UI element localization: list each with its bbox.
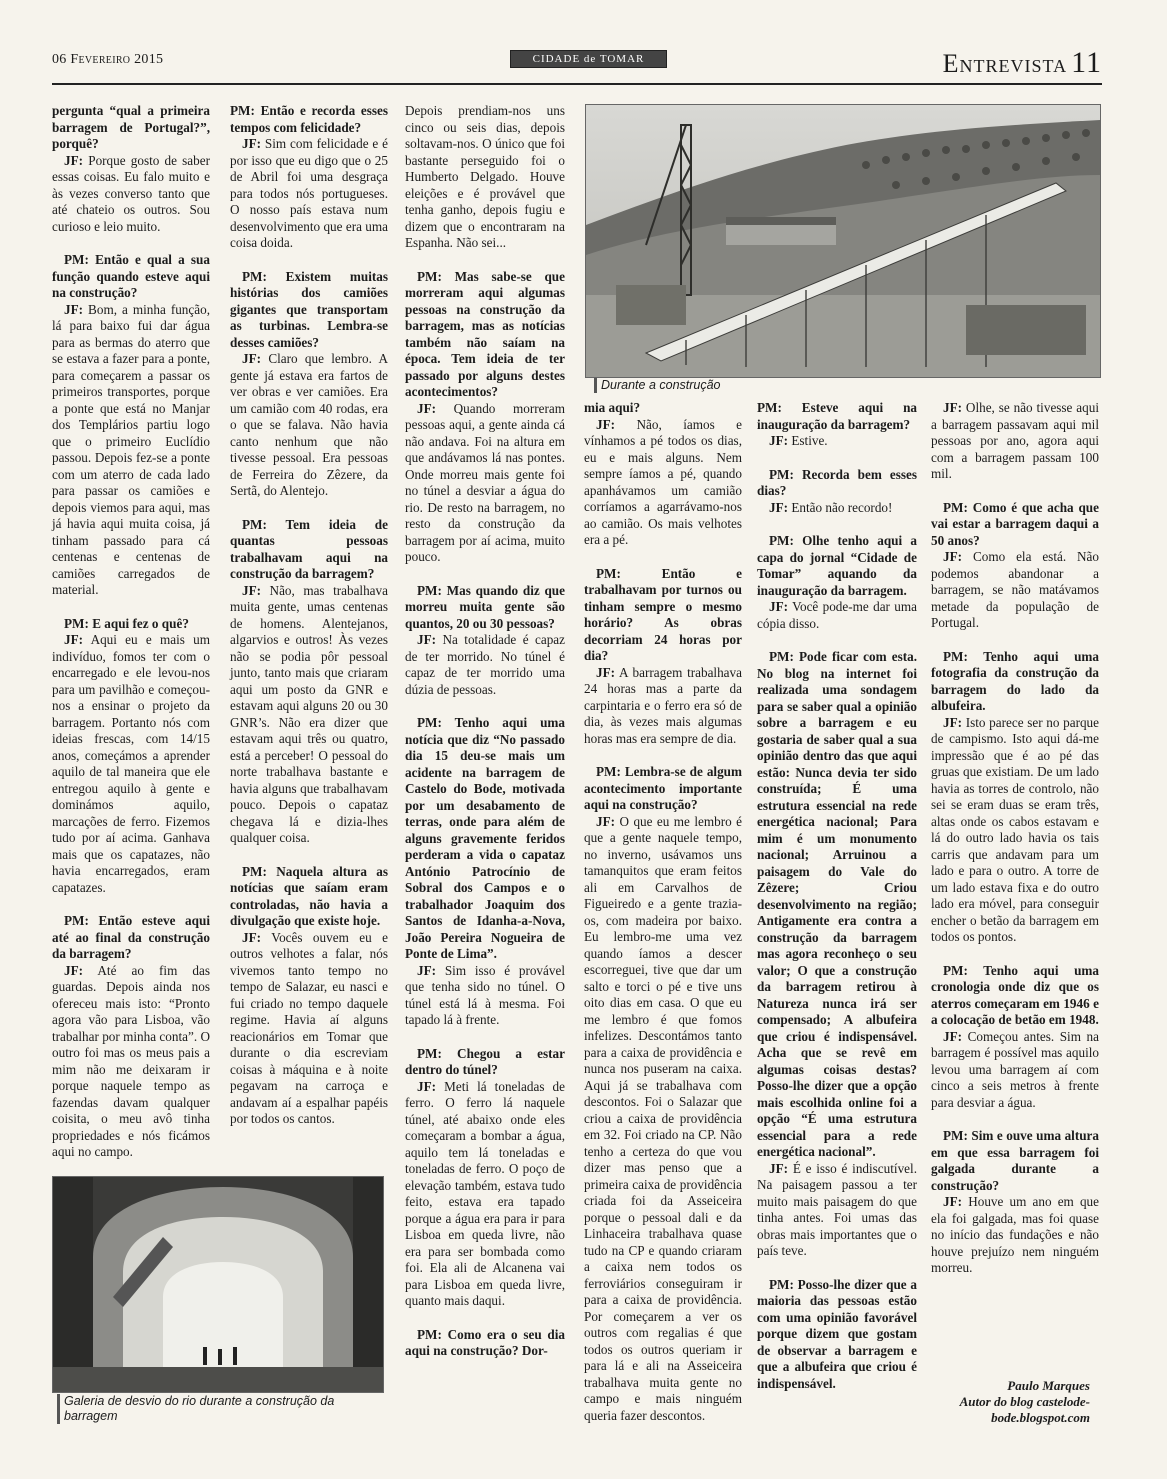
interviewee-answer [230,930,388,1128]
answer-text: Aqui eu e mais um indivíduo, fomos ter com o encarregado e ele levou-nos para um pavilhão e começou-nos a ensinar o projeto da barragem. Portanto nós com ideias frescas, com 14/15 anos, começámos a aprender aquilo de tal maneira que ele entregou aquilo à gente e dominámos aquilo, marcações de ferro. Fizemos tudo por aí acima. Ganhava mais que os capatazes, não havia encarregados, eram capatazes. [52,632,210,895]
answer-text: Houve um ano em que ela foi galgada, mas foi quase no início das fundações e não houve prejuízo nem ninguém morreu. [931,1194,1099,1275]
speaker-label: JF: [417,632,437,647]
answer-text: Não, íamos e vínhamos a pé todos os dias, eu e mais alguns. Nem sempre íamos a pé, quando apanhávamos um camião corríamos a agarrávamo-nos ao camião. Os mais velhotes era a pé. [584,416,742,547]
column-6 [931,400,1099,1277]
speaker-label: JF: [417,1078,437,1094]
page-number: 11 [1071,46,1102,79]
answer-text: Bom, a minha função, lá para baixo fui dar água para as bermas do aterro que se estava a fazer para a ponte, para começarem a passar os primeiros transportes, porque a ponte que está no Manjar dos Templários partiu logo que o primeiro Euclídio passou. Depois fez-se a ponte com um aterro de cada lado para passar os camiões e depois viemos para aqui, mas já havia aqui muita coisa, já tinham passado para cá centenas e centenas de camiões carregados de material. [52,301,210,597]
construction-photo [585,104,1101,378]
author-blog-line-2: bode.blogspot.com [991,1410,1090,1425]
interviewee-answer [757,1161,917,1260]
interviewer-question: mia aqui? [584,400,641,415]
tunnel-photo [52,1176,384,1393]
answer-text: Meti lá toneladas de ferro. O ferro lá naquele túnel, até abaixo onde eles começaram a bombar a água, aquilo tem lá toneladas e toneladas de ferro. O poço de elevação também, estava tudo feito, estava era tapado porque a água era para ir para Lisboa em queda livre, não era para ser bombada como foi. Ela ali de Alcanena vai para Lisboa em queda livre, quanto mais daqui. [405,1078,565,1308]
speaker-label: JF: [242,351,262,366]
speaker-label: JF: [943,714,963,730]
answer-text: Estive. [788,433,828,448]
speaker-label: JF: [242,136,262,151]
interviewee-answer [405,401,565,566]
interviewee-answer [757,599,917,632]
speaker-label: JF: [417,400,437,416]
answer-text: Sim isso é provável que tenha sido no túnel. O túnel está lá à mesma. Foi tapado lá à frente. [405,962,565,1027]
header-rule [52,83,1102,85]
speaker-label: JF: [64,152,84,168]
interviewer-question: PM: Então esteve aqui até ao final da construção da barragem? [52,913,210,961]
interviewer-question: pergunta “qual a primeira barragem de Portugal?”, porquê? [52,103,210,151]
author-blog-line-1: Autor do blog castelode- [959,1394,1090,1409]
interviewee-answer [931,715,1099,946]
answer-text: Não, mas trabalhava muita gente, umas centenas de homens. Alentejanos, algarvios e outros! Às vezes não se podia pôr pessoal junto, tanto mais que criaram aqui um posto da GNR e estavam aqui alguns 20 ou 30 GNR’s. Não era dizer que estavam aqui três ou quatro, está a perceber! O pessoal do norte trabalhava bastante e havia alguns que trabalhavam pouco. Depois o capataz chegava lá e dizia-lhes qualquer coisa. [230,582,388,845]
column-2 [230,103,388,1128]
newspaper-masthead: CIDADE de TOMAR [510,50,667,68]
author-signature [920,1378,1090,1426]
interviewee-answer [405,632,565,698]
interviewer-question: PM: Como era o seu dia aqui na construção? Dor- [405,1326,565,1358]
answer-text: É e isso é indiscutível. Na paisagem passou a ter muito mais paisagem do que tinha antes. Foi umas das obras mais importantes que o país teve. [757,1160,917,1258]
interviewer-question: PM: Tenho aqui uma fotografia da construção da barragem do lado da albufeira. [931,648,1099,713]
column-3 [405,103,565,1360]
speaker-label: JF: [64,962,84,978]
answer-continuation: Depois prendiam-nos uns cinco ou seis dias, depois soltavam-nos. O único que foi bastante perseguido foi o Humberto Delgado. Houve eleições e é provável que tenha ganho, depois fugiu e dizem que o encontraram na Espanha. Não sei... [405,103,565,250]
interviewer-question: PM: Então e recorda esses tempos com felicidade? [230,103,388,135]
interviewee-answer [931,549,1099,632]
speaker-label: JF: [943,1028,963,1044]
answer-text: Claro que lembro. A gente já estava era fartos de ver obras e ver camiões. Era um camião com 40 rodas, era o que se falava. Não havia canto nenhum que não tivesse pessoal. Era pessoas de Ferreira do Zêzere, da Sertã, do Alentejo. [230,351,388,498]
interviewer-question: PM: Mas sabe-se que morreram aqui algumas pessoas na construção da barragem, mas as notícias também não saíam na época. Tem ideia de ter passado por alguns destes acontecimentos? [405,268,565,399]
interviewee-answer [405,1079,565,1310]
answer-text: Você pode-me dar uma cópia disso. [757,599,917,631]
interviewee-answer [584,814,742,1425]
interviewee-answer [52,632,210,896]
answer-text: O que eu me lembro é que a gente naquele tempo, no inverno, usávamos uns tamanquitos que eram feitos ali em Carvalhos de Figueiredo e a gente trazia-os, com madeira por baixo. Eu lembro-me uma vez quando íamos a descer escorreguei, tive que dar um salto e torci o pé e tive uns oito dias em casa. O que eu me lembro é que fomos infelizes. Descontámos tanto para a caixa de providência e nunca nos puseram na caixa. Aqui já se trabalhava com descontos. Foi o Salazar que criou a caixa de providência em 32. Foi criado na CP. Não tenho a certeza do que vou dizer mas penso que a primeira caixa de providência criada foi da Asseiceira porque o pessoal dali e da Linhaceira trabalhava quase tudo na CP e quando criaram a caixa nem todos os ferroviários conseguiram ir para a caixa de providência. Por começarem a ver os outros com regalias é que todos os outros queriam ir para lá e ali na Asseiceira trabalhava muita gente no campo e mais ninguém queria fazer descontos. [584,813,742,1423]
interviewer-question: PM: Pode ficar com esta. No blog na internet foi realizada uma sondagem para se saber qual a opinião sobre a barragem e eu gostaria de saber qual a sua opinião dentro das que aqui estão: Nunca devia ter sido construída; É uma estrutura essencial na rede energética nacional; Para mim é um monumento nacional; Arruinou a paisagem do Vale do Zêzere; Criou desenvolvimento na região; Antigamente era contra a construção da barragem mas agora reconheço o seu valor; O que a construção da barragem retirou à Natureza nunca irá ser compensado; A albufeira que criou é indispensável. Acha que se revê em algumas coisas destas? Posso-lhe dizer que a opção mais escolhida online foi a opção “É uma estrutura essencial para a rede energética nacional”. [757,649,917,1159]
speaker-label: JF: [769,599,789,614]
tunnel-photo-caption: Galeria de desvio do rio durante a construção da barragem [57,1394,364,1424]
interviewer-question: PM: Posso-lhe dizer que a maioria das pessoas estão com uma opinião favorável porque dizem que gostam de observar a barragem e que a albufeira que criou é indispensável. [757,1276,917,1391]
answer-text: Olhe, se não tivesse aqui a barragem passavam aqui mil pessoas por ano, agora aqui com a barragem passam 100 mil. [931,400,1099,481]
interviewer-question: PM: Como é que acha que vai estar a barragem daqui a 50 anos? [931,499,1099,548]
interviewer-question: PM: Mas quando diz que morreu muita gente são quantos, 20 ou 30 pessoas? [405,582,565,631]
issue-date: 06 Fevereiro 2015 [52,52,164,67]
interviewer-question: PM: Sim e ouve uma altura em que essa barragem foi galgada durante a construção? [931,1128,1099,1193]
answer-text: Começou antes. Sim na barragem é possível mas aquilo levou uma barragem aí com cinco a seis metros à frente para desviar a água. [931,1028,1099,1110]
answer-text: Até ao fim das guardas. Depois ainda nos ofereceu mais isto: “Pronto agora vão para Lisboa, vão trabalhar por minha conta”. O outro foi mas os meus pais a mim não me deixaram ir porque naquele tempo as fazendas davam qualquer coisita, o meu avô tinha propriedades e nós ficámos aqui no campo. [52,962,210,1159]
page-header [52,46,1102,84]
interviewer-question: PM: Tenho aqui uma cronologia onde diz que os aterros começaram em 1946 e a colocação de betão em 1948. [931,962,1099,1027]
interviewer-question: PM: Olhe tenho aqui a capa do jornal “Cidade de Tomar” aquando da inauguração da barragem. [757,533,917,598]
interviewee-answer [931,400,1099,483]
answer-text: Vocês ouvem eu e outros velhotes a falar, nós vivemos tanto tempo no tempo de Salazar, eu nasci e fui criado no tempo daquele regime. Havia aí alguns reacionários em Tomar que durante o dia escreviam coisas à máquina e à noite pegavam na carroça e andavam aí a espalhar papéis por todos os cantos. [230,929,388,1126]
speaker-label: JF: [64,301,84,317]
speaker-label: JF: [943,549,963,564]
speaker-label: JF: [596,664,616,680]
answer-text: Sim com felicidade e é por isso que eu digo que o 25 de Abril foi uma desgraça para todos nós portugueses. O nosso país estava num desenvolvimento que era uma coisa doida. [230,136,388,250]
interviewer-question: PM: Tenho aqui uma notícia que diz “No passado dia 15 deu-se mais um acidente na barragem de Castelo do Bode, motivada por um desabamento de terras, onde para além de alguns gravemente feridos perderam a vida o capataz António Patrocínio de Sobral dos Campos e o trabalhador Joaquim dos Santos de Idanha-a-Nova, João Pereira Nogueira de Ponte de Lima”. [405,715,565,961]
construction-photo-caption: Durante a construção [594,378,901,393]
interviewee-answer [230,136,388,252]
speaker-label: JF: [242,582,262,598]
interviewee-answer [230,351,388,500]
answer-text: Na totalidade é capaz de ter morrido. No túnel é capaz de ter morrido uma dúzia de pessoas. [405,632,565,697]
interviewee-answer [52,153,210,236]
column-5 [757,400,917,1392]
answer-text: A barragem trabalhava 24 horas mas a parte da carpintaria e o ferro era só de dia, às vezes mais algumas horas mas era sempre de dia. [584,664,742,746]
interviewee-answer [230,583,388,847]
speaker-label: JF: [596,416,616,432]
author-name: Paulo Marques [1007,1378,1090,1393]
speaker-label: JF: [64,632,84,647]
construction-photo-image [586,105,1100,377]
speaker-label: JF: [769,1160,789,1176]
interviewee-answer [52,302,210,599]
speaker-label: JF: [943,400,963,415]
column-4 [584,400,742,1424]
interviewer-question: PM: Naquela altura as notícias que saíam eram controladas, não havia a divulgação que existe hoje. [230,863,388,928]
interviewer-question: PM: Então e qual a sua função quando esteve aqui na construção? [52,252,210,300]
answer-text: Como ela está. Não podemos abandonar a barragem, se não matávamos metade da população de Portugal. [931,549,1099,630]
speaker-label: JF: [943,1194,963,1209]
interviewer-question: PM: Esteve aqui na inauguração da barragem? [757,400,917,432]
interviewer-question: PM: Lembra-se de algum acontecimento importante aqui na construção? [584,764,742,812]
interviewer-question: PM: Chegou a estar dentro do túnel? [405,1045,565,1077]
interviewer-question: PM: Recorda bem esses dias? [757,466,917,498]
speaker-label: JF: [769,433,789,448]
interviewee-answer [52,963,210,1161]
interviewee-answer [757,433,917,450]
speaker-label: JF: [769,499,789,515]
answer-text: Isto parece ser no parque de campismo. Isto aqui dá-me impressão que é ao pé das gruas que existiam. De um lado havia as torres de controlo, não sei se eram duas se eram três, altas onde os cabos estavam e lá do outro lado havia os tais carris que andavam para um lado e para o outro. A torre de um lado estava fixa e do outro lado era móvel, para conseguir encher o betão da barragem em todos os pontos. [931,714,1099,944]
interviewer-question: PM: Então e trabalhavam por turnos ou tinham sempre o mesmo horário? As obras decorriam 24 horas por dia? [584,565,742,663]
interviewer-question: PM: Tem ideia de quantas pessoas trabalhavam aqui na construção da barragem? [230,516,388,581]
interviewee-answer [584,417,742,549]
interviewee-answer [405,963,565,1029]
interviewee-answer [931,1194,1099,1277]
speaker-label: JF: [417,962,437,978]
answer-text: Então não recordo! [788,499,893,515]
interviewer-question: PM: E aqui fez o quê? [64,615,189,631]
section-title [943,46,1102,80]
interviewee-answer [931,1029,1099,1112]
column-1 [52,103,210,1161]
answer-text: Quando morreram pessoas aqui, a gente ainda cá não andava. Foi na altura em que andávamos lá nas pontes. Onde morreu mais gente foi no túnel a desviar a água do rio. De resto na barragem, no resto da construção da barragem por aí acima, muito pouco. [405,400,565,564]
speaker-label: JF: [242,929,262,945]
interviewee-answer [584,665,742,748]
interviewee-answer [757,500,917,517]
section-name: Entrevista [942,49,1068,78]
tunnel-photo-image [53,1177,383,1392]
speaker-label: JF: [596,813,616,829]
answer-text: Porque gosto de saber essas coisas. Eu falo muito e às vezes converso tanto que até chateio os outros. Sou curioso e leio muito. [52,152,210,234]
interviewer-question: PM: Existem muitas histórias dos camiões gigantes que transportam as turbinas. Lembra-se desses camiões? [230,268,388,350]
